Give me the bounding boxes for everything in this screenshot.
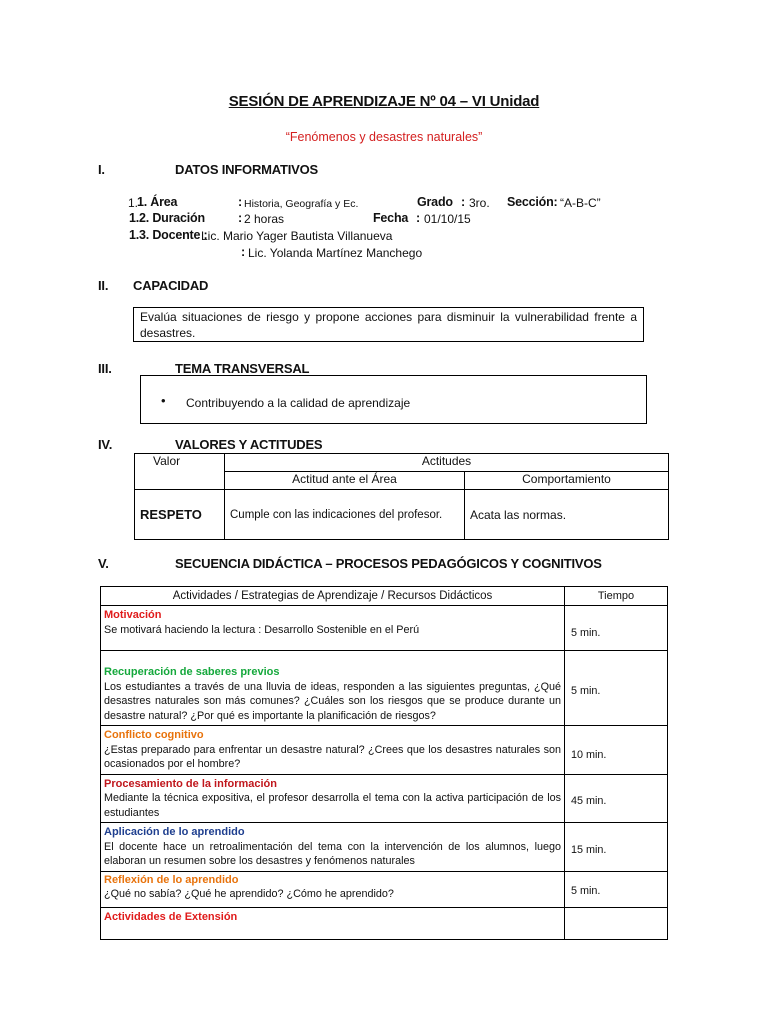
docente-value-2: Lic. Yolanda Martínez Manchego	[248, 246, 423, 260]
activity-row-extension	[101, 907, 565, 939]
activity-title: Motivación	[104, 609, 162, 621]
tema-item: Contribuyendo a la calidad de aprendizaje	[186, 396, 411, 410]
seccion-label: Sección:	[507, 195, 558, 209]
grado-colon: :	[461, 195, 465, 209]
page-title: SESIÓN DE APRENDIZAJE Nº 04 – VI Unidad	[228, 93, 540, 110]
activity-text: Mediante la técnica expositiva, el profesor desarrolla el tema con la activa participación de los estudiantes	[104, 792, 561, 819]
area-number: 1.	[128, 196, 139, 210]
area-value: Historia, Geografía y Ec.	[244, 198, 359, 210]
section-5-heading: SECUENCIA DIDÁCTICA – PROCESOS PEDAGÓGICOS Y COGNITIVOS	[175, 556, 602, 571]
tema-box	[140, 375, 647, 424]
activity-row-procesamiento	[101, 774, 565, 823]
area-label: 1. Área	[137, 195, 178, 209]
activity-title: Reflexión de lo aprendido	[104, 873, 239, 886]
capacidad-box: Evalúa situaciones de riesgo y propone acciones para disminuir la vulnerabilidad frente a desastres.	[133, 307, 644, 342]
actitud-area-header: Actitud ante el Área	[225, 472, 465, 490]
valor-header: Valor	[135, 454, 225, 490]
activity-text: Los estudiantes a través de una lluvia de ideas, responden a las siguientes preguntas, ¿Qué desastres naturales son más comunes? ¿Cuáles son los riesgos que se produce durante un desastre natural? ¿Por qué es importante la planificación de riesgos?	[104, 680, 561, 722]
activity-title: Actividades de Extensión	[104, 910, 238, 923]
comportamiento-header: Comportamiento	[465, 472, 669, 490]
section-5-number: V.	[98, 556, 109, 571]
actividades-header: Actividades / Estrategias de Aprendizaje / Recursos Didácticos	[101, 587, 565, 606]
fecha-label: Fecha	[373, 211, 409, 225]
activity-time: 5 min.	[565, 651, 668, 726]
activity-time: 15 min.	[565, 823, 668, 872]
fecha-colon: :	[416, 211, 420, 225]
actitud-value: Cumple con las indicaciones del profesor.	[225, 490, 465, 540]
activity-time: 5 min.	[565, 606, 668, 651]
activity-row-aplicacion	[101, 823, 565, 872]
duracion-colon: :	[238, 211, 242, 225]
activity-time: 10 min.	[565, 726, 668, 775]
seccion-value: “A-B-C”	[560, 196, 601, 210]
activity-title: Conflicto cognitivo	[104, 729, 204, 741]
duracion-value: 2 horas	[244, 212, 285, 226]
area-colon: :	[238, 195, 242, 209]
activity-title: Aplicación de lo aprendido	[104, 826, 245, 838]
docente-value-1: Lic. Mario Yager Bautista Villanueva	[201, 229, 393, 243]
section-4-heading: VALORES Y ACTITUDES	[175, 437, 323, 452]
secuencia-table	[100, 586, 668, 940]
actitudes-header: Actitudes	[225, 454, 669, 472]
valores-table	[134, 453, 669, 540]
section-1-number: I.	[98, 162, 105, 177]
comportamiento-value: Acata las normas.	[465, 490, 669, 540]
activity-row-recuperacion	[101, 651, 565, 726]
activity-text: ¿Estas preparado para enfrentar un desastre natural? ¿Crees que los desastres naturales son ocasionados por el hombre?	[104, 743, 561, 770]
page-subtitle: “Fenómenos y desastres naturales”	[285, 130, 483, 144]
activity-text: Se motivará haciendo la lectura : Desarrollo Sostenible en el Perú	[104, 623, 420, 636]
tiempo-header: Tiempo	[565, 587, 668, 606]
section-4-number: IV.	[98, 437, 113, 452]
valor-respeto: RESPETO	[135, 490, 225, 540]
activity-time: 5 min.	[565, 871, 668, 907]
activity-row-conflicto	[101, 726, 565, 775]
activity-text: El docente hace un retroalimentación del tema con la intervención de los alumnos, luego elaboran un resumen sobre los desastres y fenómenos naturales	[104, 840, 561, 867]
activity-time	[565, 907, 668, 939]
docente-label: 1.3. Docente :	[129, 228, 208, 242]
activity-title: Recuperación de saberes previos	[104, 666, 280, 678]
docente-colon-2: :	[241, 245, 245, 259]
bullet-icon: •	[161, 393, 166, 408]
grado-label: Grado	[417, 195, 453, 209]
section-1-heading: DATOS INFORMATIVOS	[175, 162, 319, 177]
activity-row-motivacion	[101, 606, 565, 651]
activity-text: ¿Qué no sabía? ¿Qué he aprendido? ¿Cómo he aprendido?	[104, 888, 394, 900]
activity-time: 45 min.	[565, 774, 668, 823]
section-3-number: III.	[98, 361, 112, 376]
grado-value: 3ro.	[469, 196, 490, 210]
fecha-value: 01/10/15	[424, 212, 471, 226]
section-2-heading: CAPACIDAD	[133, 278, 209, 293]
activity-row-reflexion	[101, 871, 565, 907]
section-3-heading: TEMA TRANSVERSAL	[175, 361, 310, 376]
section-2-number: II.	[98, 278, 109, 293]
duracion-label: 1.2. Duración	[129, 211, 205, 225]
activity-title: Procesamiento de la información	[104, 777, 277, 790]
